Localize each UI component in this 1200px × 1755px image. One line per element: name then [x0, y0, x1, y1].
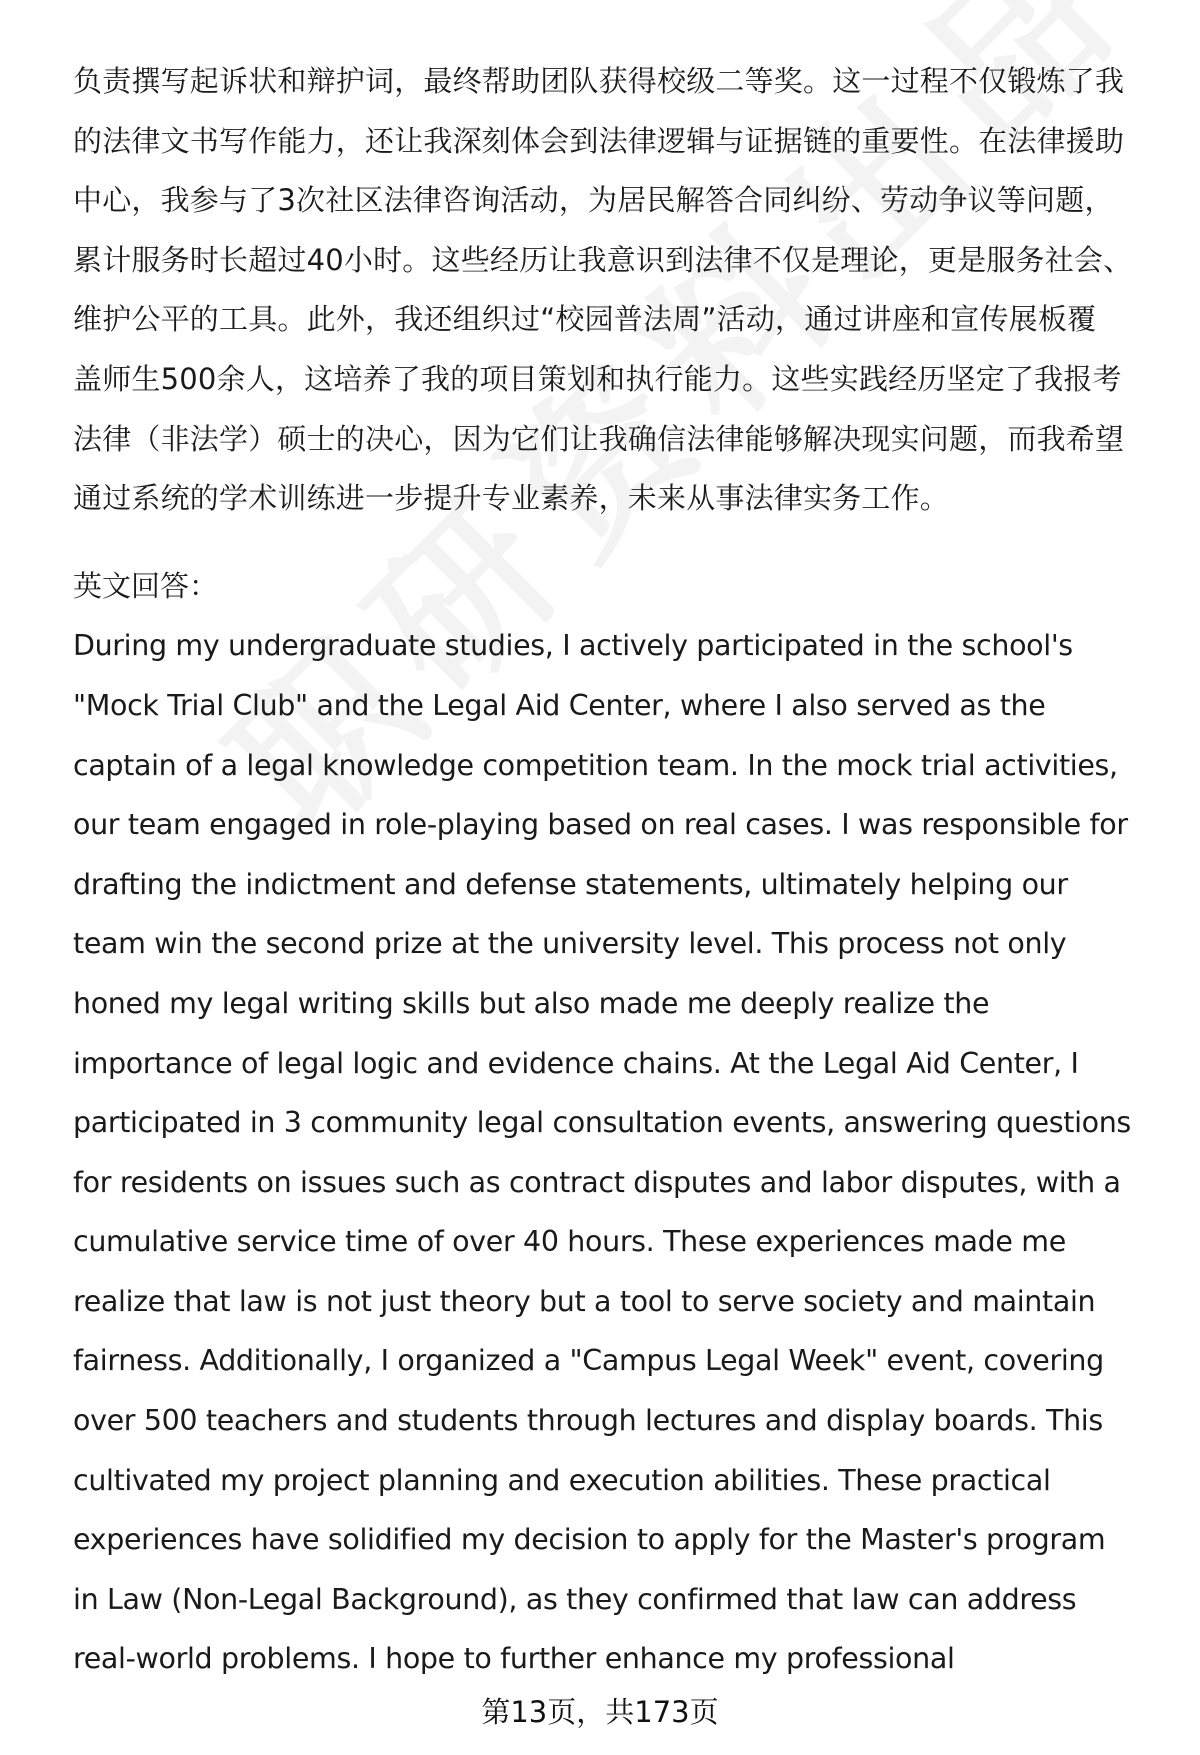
- text-line: cumulative service time of over 40 hours. These experiences made me: [73, 1225, 1066, 1259]
- text-line: in Law (Non-Legal Background), as they confirmed that law can address: [73, 1582, 1077, 1616]
- text-line: During my undergraduate studies, I actively participated in the school's: [73, 629, 1073, 663]
- text-line: participated in 3 community legal consultation events, answering questions: [73, 1106, 1131, 1140]
- chinese-paragraph: [73, 52, 1143, 529]
- text-line: realize that law is not just theory but a tool to serve society and maintain: [73, 1284, 1096, 1318]
- text-line: honed my legal writing skills but also made me deeply realize the: [73, 986, 990, 1020]
- text-line: 盖师生500余人，这培养了我的项目策划和执行能力。这些实践经历坚定了我报考: [73, 361, 1122, 396]
- text-line: 中心，我参与了3次社区法律咨询活动，为居民解答合同纠纷、劳动争议等问题，: [73, 183, 1114, 218]
- text-line: experiences have solidified my decision to apply for the Master's program: [73, 1523, 1106, 1557]
- text-line: for residents on issues such as contract disputes and labor disputes, with a: [73, 1165, 1121, 1199]
- page-number: 第13页，共173页: [481, 1695, 719, 1729]
- text-line: "Mock Trial Club" and the Legal Aid Center, where I also served as the: [73, 688, 1046, 722]
- english-answer-label: 英文回答：: [73, 568, 219, 603]
- english-paragraph: [73, 616, 1143, 1689]
- paragraph-gap: [73, 529, 1143, 557]
- document-body: [73, 52, 1143, 1689]
- text-line: real-world problems. I hope to further enhance my professional: [73, 1642, 955, 1676]
- text-line: over 500 teachers and students through lectures and display boards. This: [73, 1404, 1103, 1438]
- text-line: fairness. Additionally, I organized a "Campus Legal Week" event, covering: [73, 1344, 1104, 1378]
- text-line: importance of legal logic and evidence chains. At the Legal Aid Center, I: [73, 1046, 1079, 1080]
- text-line: captain of a legal knowledge competition team. In the mock trial activities,: [73, 748, 1118, 782]
- text-line: 的法律文书写作能力，还让我深刻体会到法律逻辑与证据链的重要性。在法律援助: [73, 123, 1125, 158]
- text-line: 法律（非法学）硕士的决心，因为它们让我确信法律能够解决现实问题，而我希望: [73, 421, 1125, 456]
- text-line: team win the second prize at the university level. This process not only: [73, 927, 1067, 961]
- text-line: 维护公平的工具。此外，我还组织过“校园普法周”活动，通过讲座和宣传展板覆: [73, 302, 1097, 337]
- text-line: 负责撰写起诉状和辩护词，最终帮助团队获得校级二等奖。这一过程不仅锻炼了我: [73, 64, 1125, 98]
- text-line: our team engaged in role-playing based on real cases. I was responsible for: [73, 808, 1128, 842]
- text-line: drafting the indictment and defense statements, ultimately helping our: [73, 867, 1068, 901]
- text-line: 通过系统的学术训练进一步提升专业素养，未来从事法律实务工作。: [73, 481, 950, 516]
- text-line: 累计服务时长超过40小时。这些经历让我意识到法律不仅是理论，更是服务社会、: [73, 242, 1133, 277]
- text-line: cultivated my project planning and execution abilities. These practical: [73, 1463, 1051, 1497]
